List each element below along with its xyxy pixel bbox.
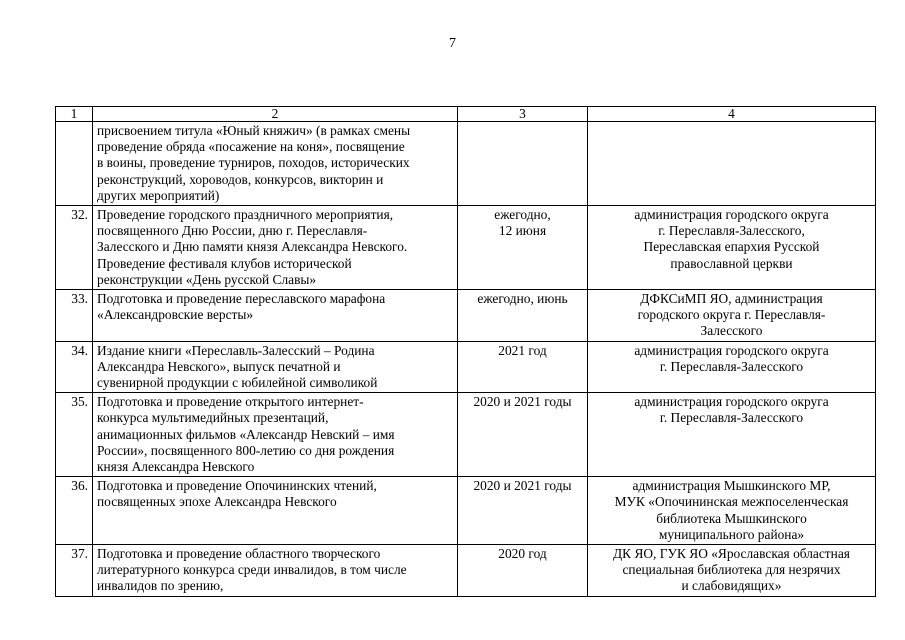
event-description-line: Издание книги «Переславль-Залесский – Родина [97,342,375,358]
event-description-line: Проведение фестиваля клубов исторической [97,255,352,271]
responsible-party [588,290,876,342]
event-description-line: Подготовка и проведение областного творческого [97,546,381,562]
responsible-party [588,206,876,290]
responsible-party-line: библиотека Мышкинского [656,510,807,526]
responsible-party [588,477,876,545]
event-date-line: 2020 и 2021 годы [473,478,572,494]
table-row [56,477,876,545]
responsible-party-line: специальная библиотека для незрячих [622,562,841,578]
row-number: 36. [56,477,93,545]
table-header-row [56,107,876,122]
responsible-party-line: городского округа г. Переславля- [637,307,826,323]
event-description-line: Подготовка и проведение переславского марафона [97,291,386,307]
responsible-party [588,341,876,393]
event-description-line: Подготовка и проведение открытого интернет- [97,394,364,410]
event-description-line: князя Александра Невского [97,459,255,475]
event-description-line: проведение обряда «посажение на коня», посвящение [97,139,405,155]
event-description-line: Залесского и Дню памяти князя Александра Невского. [97,239,408,255]
responsible-party-line: муниципального района» [658,526,805,542]
event-description-line: литературного конкурса среди инвалидов, в том числе [97,562,407,578]
event-description-line: реконструкций, хороводов, конкурсов, викторин и [97,171,384,187]
page-number: 7 [449,36,456,51]
row-number: 37. [56,545,93,597]
responsible-party-line: МУК «Опочининская межпоселенческая [614,494,849,510]
table-row [56,290,876,342]
event-description-line: инвалидов по зрению, [97,578,224,594]
event-description-line: посвященного Дню России, дню г. Переславля- [97,223,368,239]
row-number: 35. [56,393,93,477]
event-description-line: Александра Невского», выпуск печатной и [97,358,341,374]
responsible-party-line: г. Переславля-Залесского [659,410,804,426]
column-header: 3 [458,107,588,122]
responsible-party [588,545,876,597]
responsible-party-line: администрация Мышкинского МР, [632,478,831,494]
event-date [458,290,588,342]
table-row [56,393,876,477]
responsible-party-line: администрация городского округа [634,207,829,223]
table-row [56,341,876,393]
event-description-line: Проведение городского праздничного мероприятия, [97,207,394,223]
responsible-party-line: Переславская епархия Русской [643,239,820,255]
event-date [458,545,588,597]
event-description [93,122,458,206]
event-description-line: конкурса мультимедийных презентаций, [97,410,329,426]
responsible-party [588,122,876,206]
event-description-line: анимационных фильмов «Александр Невский – имя [97,426,395,442]
event-date-line: 2020 и 2021 годы [473,394,572,410]
event-date [458,393,588,477]
event-description [93,545,458,597]
responsible-party-line: г. Переславля-Залесского, [658,223,805,239]
responsible-party-line: ДК ЯО, ГУК ЯО «Ярославская областная [613,546,850,562]
responsible-party-line: и слабовидящих» [681,578,782,594]
table-row [56,122,876,206]
event-date-line: 12 июня [498,223,547,239]
table-row [56,545,876,597]
responsible-party-line: администрация городского округа [634,342,829,358]
event-description-line: реконструкции «День русской Славы» [97,271,317,287]
column-header: 1 [56,107,93,122]
responsible-party-line: ДФКСиМП ЯО, администрация [640,291,823,307]
event-description-line: «Александровские версты» [97,307,254,323]
event-description-line: присвоением титула «Юный княжич» (в рамках смены [97,123,411,138]
event-date [458,122,588,206]
event-description-line: Подготовка и проведение Опочининских чтений, [97,478,377,494]
row-number: 34. [56,341,93,393]
event-date [458,341,588,393]
event-description [93,290,458,342]
row-number: 33. [56,290,93,342]
responsible-party-line: Залесского [700,323,763,339]
events-table [55,106,876,597]
event-description [93,393,458,477]
event-date-line: ежегодно, [494,207,551,223]
event-description [93,206,458,290]
row-number: 32. [56,206,93,290]
event-description-line: посвященных эпохе Александра Невского [97,494,337,510]
event-date-line: ежегодно, июнь [477,291,568,307]
event-date [458,206,588,290]
column-header: 4 [588,107,876,122]
event-description-line: сувенирной продукции с юбилейной символикой [97,375,378,391]
responsible-party [588,393,876,477]
responsible-party-line: г. Переславля-Залесского [659,358,804,374]
event-description [93,341,458,393]
row-number [56,122,93,206]
event-description [93,477,458,545]
event-description-line: в воины, проведение турниров, походов, исторических [97,155,410,171]
event-date [458,477,588,545]
responsible-party-line: православной церкви [670,255,793,271]
event-description-line: России», посвященного 800-летию со дня рождения [97,442,395,458]
table-row [56,206,876,290]
event-date-line: 2021 год [498,342,547,358]
event-description-line: других мероприятий) [97,187,220,203]
event-date-line: 2020 год [498,546,547,562]
responsible-party-line: администрация городского округа [634,394,829,410]
column-header: 2 [93,107,458,122]
